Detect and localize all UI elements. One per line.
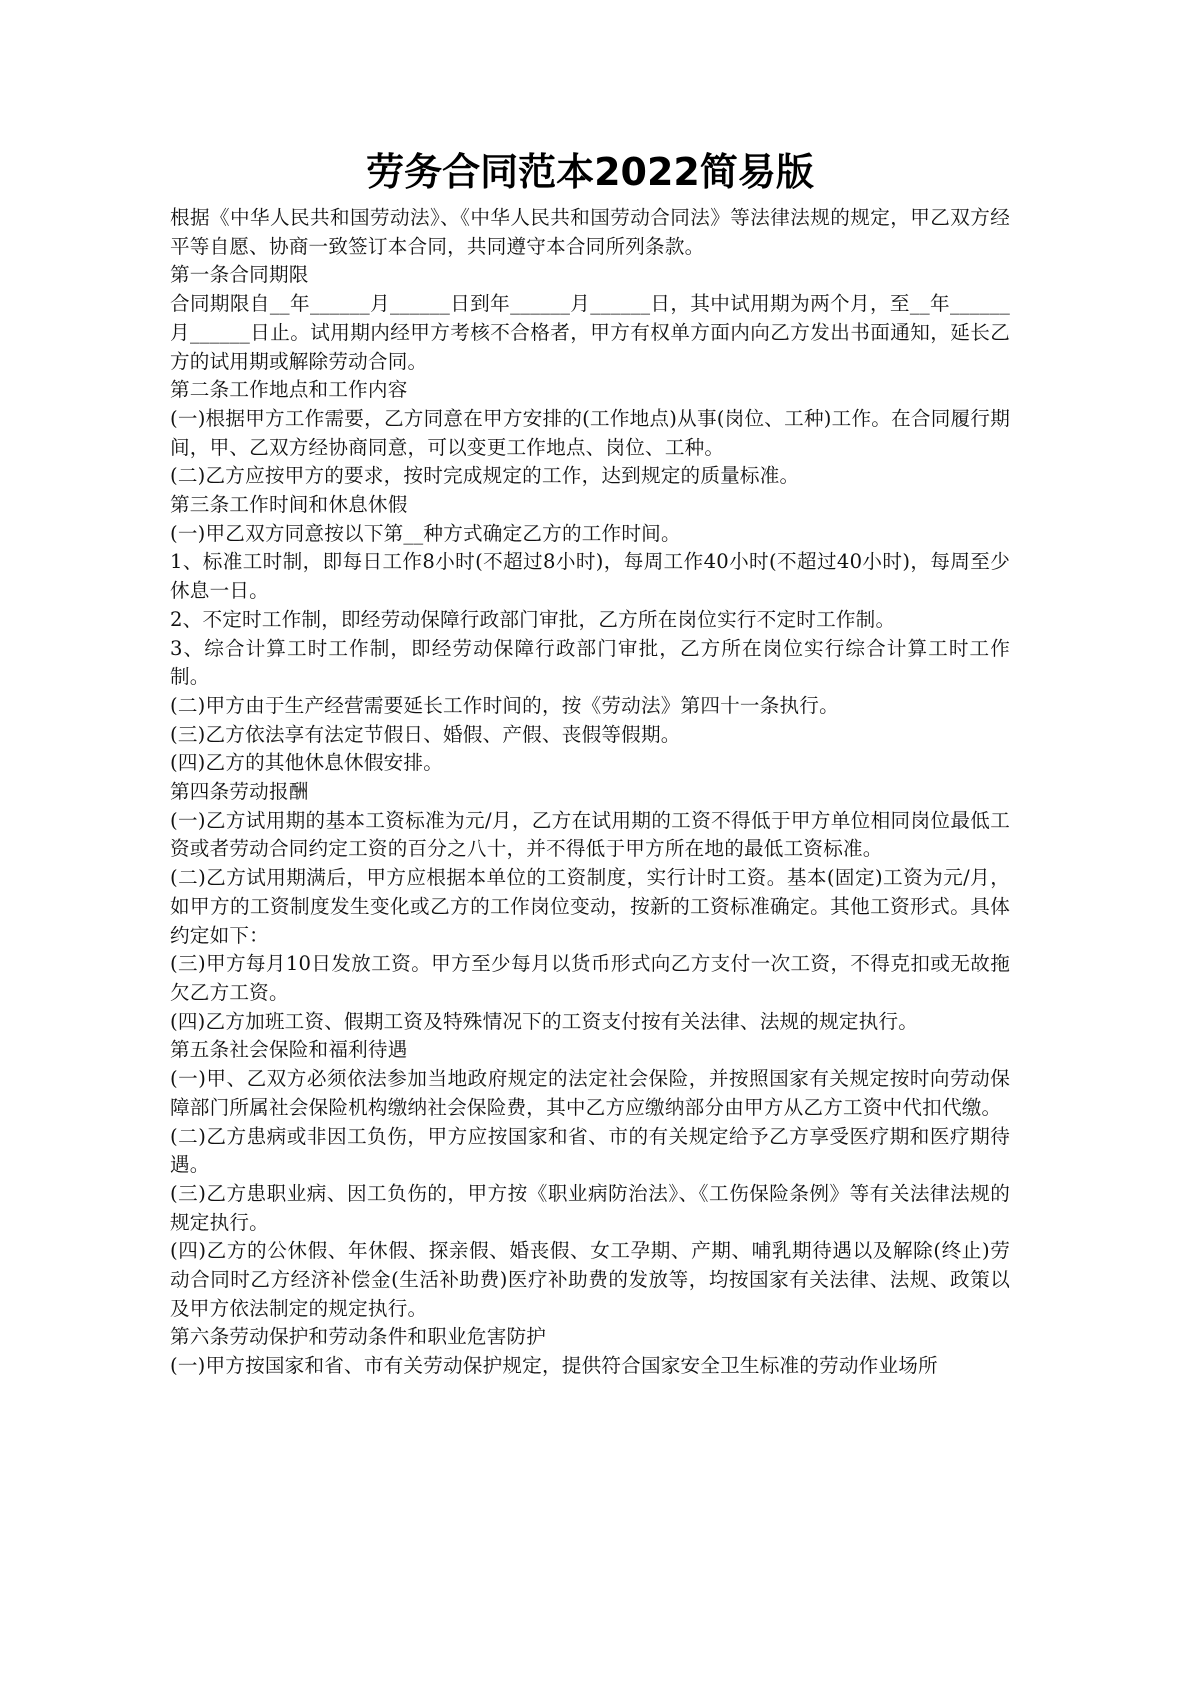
article-5-clause-2: (二)乙方患病或非因工负伤，甲方应按国家和省、市的有关规定给予乙方享受医疗期和医疗期待遇。 xyxy=(170,1124,1010,1177)
article-2-clause-1: (一)根据甲方工作需要，乙方同意在甲方安排的(工作地点)从事(岗位、工种)工作。在合同履行期间，甲、乙双方经协商同意，可以变更工作地点、岗位、工种。 xyxy=(170,406,1010,459)
article-1-term-paragraph: 合同期限自__年______月______日到年______月______日，其中试用期为两个月，至__年______月______日止。试用期内经甲方考核不合格者，甲方有权单方面内向乙方发出书面通知，延长乙方的试用期或解除劳动合同。 xyxy=(170,292,1010,373)
article-4-heading: 第四条劳动报酬 xyxy=(170,780,309,804)
article-2-clause-2: (二)乙方应按甲方的要求，按时完成规定的工作，达到规定的质量标准。 xyxy=(170,464,800,488)
document-body xyxy=(170,204,1010,1381)
article-3-option-2: 2、不定时工作制，即经劳动保障行政部门审批，乙方所在岗位实行不定时工作制。 xyxy=(170,607,896,631)
article-5-clause-3: (三)乙方患职业病、因工负伤的，甲方按《职业病防治法》、《工伤保险条例》等有关法律法规的规定执行。 xyxy=(170,1181,1010,1234)
article-5-heading: 第五条社会保险和福利待遇 xyxy=(170,1038,408,1062)
article-3-clause-4: (四)乙方的其他休息休假安排。 xyxy=(170,751,444,775)
intro-paragraph: 根据《中华人民共和国劳动法》、《中华人民共和国劳动合同法》等法律法规的规定，甲乙双方经平等自愿、协商一致签订本合同，共同遵守本合同所列条款。 xyxy=(170,206,1010,258)
article-4-clause-3: (三)甲方每月10日发放工资。甲方至少每月以货币形式向乙方支付一次工资，不得克扣或无故拖欠乙方工资。 xyxy=(170,952,1010,1004)
article-4-clause-4: (四)乙方加班工资、假期工资及特殊情况下的工资支付按有关法律、法规的规定执行。 xyxy=(170,1009,919,1033)
article-3-clause-3: (三)乙方依法享有法定节假日、婚假、产假、丧假等假期。 xyxy=(170,722,681,746)
article-4-clause-2: (二)乙方试用期满后，甲方应根据本单位的工资制度，实行计时工资。基本(固定)工资为元/月，如甲方的工资制度发生变化或乙方的工作岗位变动，按新的工资标准确定。其他工资形式。具体约定如下： xyxy=(170,866,1010,947)
article-3-option-3: 3、综合计算工时工作制，即经劳动保障行政部门审批，乙方所在岗位实行综合计算工时工作制。 xyxy=(170,636,1010,689)
article-6-heading: 第六条劳动保护和劳动条件和职业危害防护 xyxy=(170,1325,547,1349)
article-2-heading: 第二条工作地点和工作内容 xyxy=(170,378,408,402)
document-page xyxy=(170,140,1010,1381)
article-5-clause-4: (四)乙方的公休假、年休假、探亲假、婚丧假、女工孕期、产期、哺乳期待遇以及解除(终止)劳动合同时乙方经济补偿金(生活补助费)医疗补助费的发放等，均按国家有关法律、法规、政策以及甲方依法制定的规定执行。 xyxy=(170,1239,1010,1320)
article-6-clause-1: (一)甲方按国家和省、市有关劳动保护规定，提供符合国家安全卫生标准的劳动作业场所 xyxy=(170,1354,938,1378)
article-3-option-1: 1、标准工时制，即每日工作8小时(不超过8小时)，每周工作40小时(不超过40小时)，每周至少休息一日。 xyxy=(170,550,1010,603)
article-1-heading: 第一条合同期限 xyxy=(170,263,309,287)
article-3-heading: 第三条工作时间和休息休假 xyxy=(170,493,408,517)
article-5-clause-1: (一)甲、乙双方必须依法参加当地政府规定的法定社会保险，并按照国家有关规定按时向劳动保障部门所属社会保险机构缴纳社会保险费，其中乙方应缴纳部分由甲方从乙方工资中代扣代缴。 xyxy=(170,1067,1010,1119)
article-4-clause-1: (一)乙方试用期的基本工资标准为元/月，乙方在试用期的工资不得低于甲方单位相同岗位最低工资或者劳动合同约定工资的百分之八十，并不得低于甲方所在地的最低工资标准。 xyxy=(170,808,1010,861)
article-3-clause-1: (一)甲乙双方同意按以下第__种方式确定乙方的工作时间。 xyxy=(170,521,681,545)
article-3-clause-2: (二)甲方由于生产经营需要延长工作时间的，按《劳动法》第四十一条执行。 xyxy=(170,693,839,717)
document-title: 劳务合同范本2022简易版 xyxy=(366,150,814,194)
